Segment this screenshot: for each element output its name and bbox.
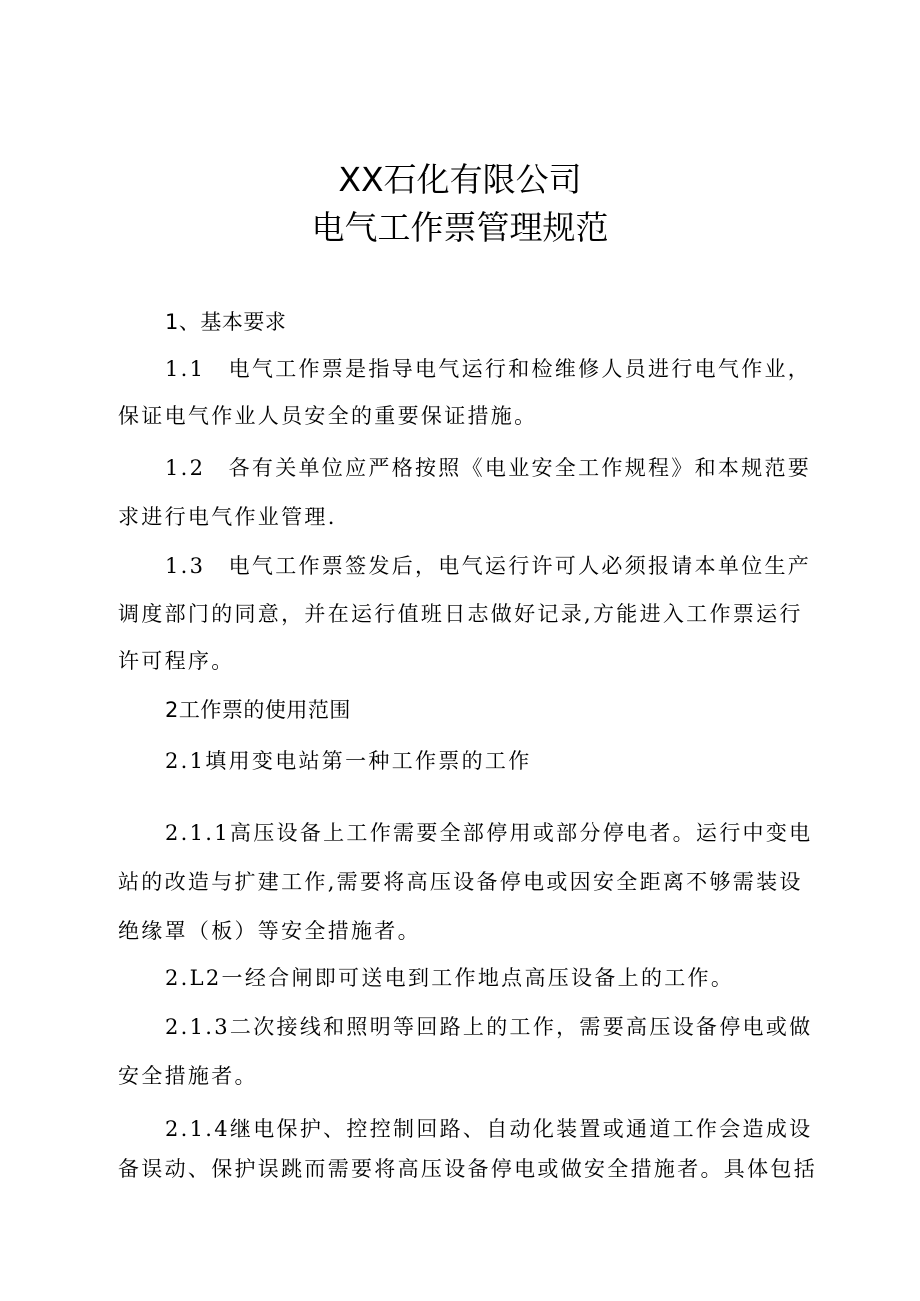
section-heading: 1、基本要求 xyxy=(165,310,287,334)
paragraph-line: 2.1.1高压设备上工作需要全部停用或部分停电者。运行中变电 xyxy=(165,821,813,845)
paragraph-line: 许可程序。 xyxy=(118,649,235,673)
paragraph-line: 绝缘罩（板）等安全措施者。 xyxy=(118,919,421,943)
paragraph-line: 安全措施者。 xyxy=(118,1064,258,1088)
document-title-company: XX石化有限公司 xyxy=(338,160,582,199)
paragraph-line: 调度部门的同意，并在运行值班日志做好记录,方能进入工作票运行 xyxy=(118,602,803,626)
paragraph-line: 2.1.4继电保护、控控制回路、自动化装置或通道工作会造成设 xyxy=(165,1117,813,1141)
paragraph-line: 1.1 电气工作票是指导电气运行和检维修人员进行电气作业， xyxy=(165,357,812,381)
paragraph-line: 站的改造与扩建工作,需要将高压设备停电或因安全距离不够需装设 xyxy=(118,870,803,894)
subsection-heading: 2.1填用变电站第一种工作票的工作 xyxy=(165,749,532,773)
paragraph-line: 求进行电气作业管理. xyxy=(118,505,337,529)
section-heading: 2工作票的使用范围 xyxy=(165,698,351,722)
paragraph-line: 保证电气作业人员安全的重要保证措施。 xyxy=(118,404,538,428)
document-title-subject: 电气工作票管理规范 xyxy=(311,208,609,247)
paragraph-line: 2.L2一经合闸即可送电到工作地点高压设备上的工作。 xyxy=(165,966,735,990)
paragraph-line: 2.1.3二次接线和照明等回路上的工作，需要高压设备停电或做 xyxy=(165,1015,813,1039)
paragraph-line: 1.3 电气工作票签发后，电气运行许可人必须报请本单位生产 xyxy=(165,554,812,578)
paragraph-line: 1.2 各有关单位应严格按照《电业安全工作规程》和本规范要 xyxy=(165,456,812,480)
paragraph-line: 备误动、保护误跳而需要将高压设备停电或做安全措施者。具体包括 xyxy=(118,1157,817,1181)
